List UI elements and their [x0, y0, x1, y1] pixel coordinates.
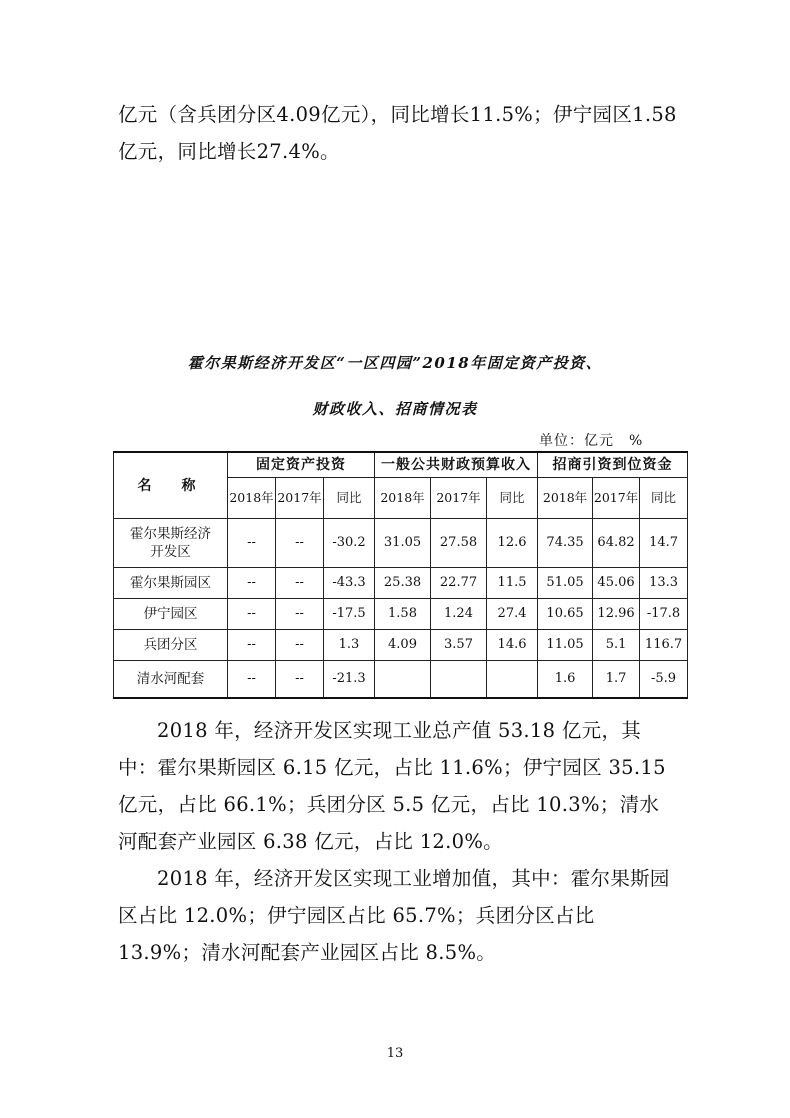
- cell: 25.38: [375, 568, 431, 599]
- cell: 14.7: [640, 519, 688, 568]
- row-name: 伊宁园区: [114, 599, 228, 630]
- group-header-fiscal-revenue: 一般公共财政预算收入: [375, 452, 538, 478]
- cell: --: [228, 519, 276, 568]
- cell: 1.3: [324, 630, 375, 661]
- cell: [431, 661, 487, 699]
- name-header: 名 称: [114, 452, 228, 519]
- cell: 51.05: [538, 568, 593, 599]
- row-name: 霍尔果斯园区: [114, 568, 228, 599]
- sub-header-2017: 2017年: [593, 478, 640, 519]
- cell: 27.4: [487, 599, 538, 630]
- cell: 5.1: [593, 630, 640, 661]
- cell: 1.24: [431, 599, 487, 630]
- cell: 11.5: [487, 568, 538, 599]
- cell: 31.05: [375, 519, 431, 568]
- paragraph-industrial-output: 2018 年，经济开发区实现工业总产值 53.18 亿元，其中：霍尔果斯园区 6.15 亿元，占比 11.6%；伊宁园区 35.15 亿元，占比 66.1%；兵团分区 5.5 亿元，占比 10.3%；清水河配套产业园区 6.38 亿元，占比 12.0%。: [118, 719, 666, 853]
- cell: 14.6: [487, 630, 538, 661]
- cell: -21.3: [324, 661, 375, 699]
- table-row: [114, 661, 688, 699]
- sub-header-yoy: 同比: [324, 478, 375, 519]
- page-number: 13: [386, 1046, 404, 1061]
- stats-table: [113, 451, 688, 699]
- row-name: 清水河配套: [114, 661, 228, 699]
- table-title-line-2: 财政收入、招商情况表: [312, 400, 478, 418]
- top-paragraph: 亿元（含兵团分区4.09亿元），同比增长11.5%；伊宁园区1.58亿元，同比增长27.4%。: [118, 103, 677, 163]
- cell: --: [228, 630, 276, 661]
- cell: --: [228, 568, 276, 599]
- sub-header-2018: 2018年: [228, 478, 276, 519]
- cell: --: [276, 630, 324, 661]
- cell: -17.5: [324, 599, 375, 630]
- cell: 13.3: [640, 568, 688, 599]
- sub-header-yoy: 同比: [487, 478, 538, 519]
- group-header-fixed-assets: 固定资产投资: [228, 452, 375, 478]
- cell: 1.6: [538, 661, 593, 699]
- cell: --: [276, 568, 324, 599]
- cell: --: [228, 661, 276, 699]
- cell: 74.35: [538, 519, 593, 568]
- cell: [487, 661, 538, 699]
- cell: 1.58: [375, 599, 431, 630]
- cell: 27.58: [431, 519, 487, 568]
- cell: 116.7: [640, 630, 688, 661]
- table-row: [114, 568, 688, 599]
- group-header-investment: 招商引资到位资金: [538, 452, 688, 478]
- sub-header-2017: 2017年: [431, 478, 487, 519]
- cell: [375, 661, 431, 699]
- cell: 64.82: [593, 519, 640, 568]
- cell: 1.7: [593, 661, 640, 699]
- cell: --: [276, 519, 324, 568]
- cell: -30.2: [324, 519, 375, 568]
- paragraph-industrial-added-value: 2018 年，经济开发区实现工业增加值，其中：霍尔果斯园区占比 12.0%；伊宁园区占比 65.7%；兵团分区占比 13.9%；清水河配套产业园区占比 8.5%。: [118, 867, 670, 964]
- table-title-line-1: 霍尔果斯经济开发区“一区四园”2018年固定资产投资、: [187, 354, 603, 372]
- cell: 4.09: [375, 630, 431, 661]
- cell: 12.6: [487, 519, 538, 568]
- cell: -43.3: [324, 568, 375, 599]
- row-name: 霍尔果斯经济开发区: [114, 519, 228, 568]
- cell: 11.05: [538, 630, 593, 661]
- table-row: [114, 630, 688, 661]
- cell: 45.06: [593, 568, 640, 599]
- cell: --: [276, 599, 324, 630]
- sub-header-2018: 2018年: [538, 478, 593, 519]
- cell: 10.65: [538, 599, 593, 630]
- cell: --: [276, 661, 324, 699]
- sub-header-2017: 2017年: [276, 478, 324, 519]
- unit-label: 单位：亿元 %: [539, 433, 644, 449]
- row-name: 兵团分区: [114, 630, 228, 661]
- cell: 3.57: [431, 630, 487, 661]
- cell: 12.96: [593, 599, 640, 630]
- sub-header-2018: 2018年: [375, 478, 431, 519]
- table-row: [114, 519, 688, 568]
- cell: --: [228, 599, 276, 630]
- cell: -17.8: [640, 599, 688, 630]
- sub-header-yoy: 同比: [640, 478, 688, 519]
- cell: 22.77: [431, 568, 487, 599]
- cell: -5.9: [640, 661, 688, 699]
- table-row: [114, 599, 688, 630]
